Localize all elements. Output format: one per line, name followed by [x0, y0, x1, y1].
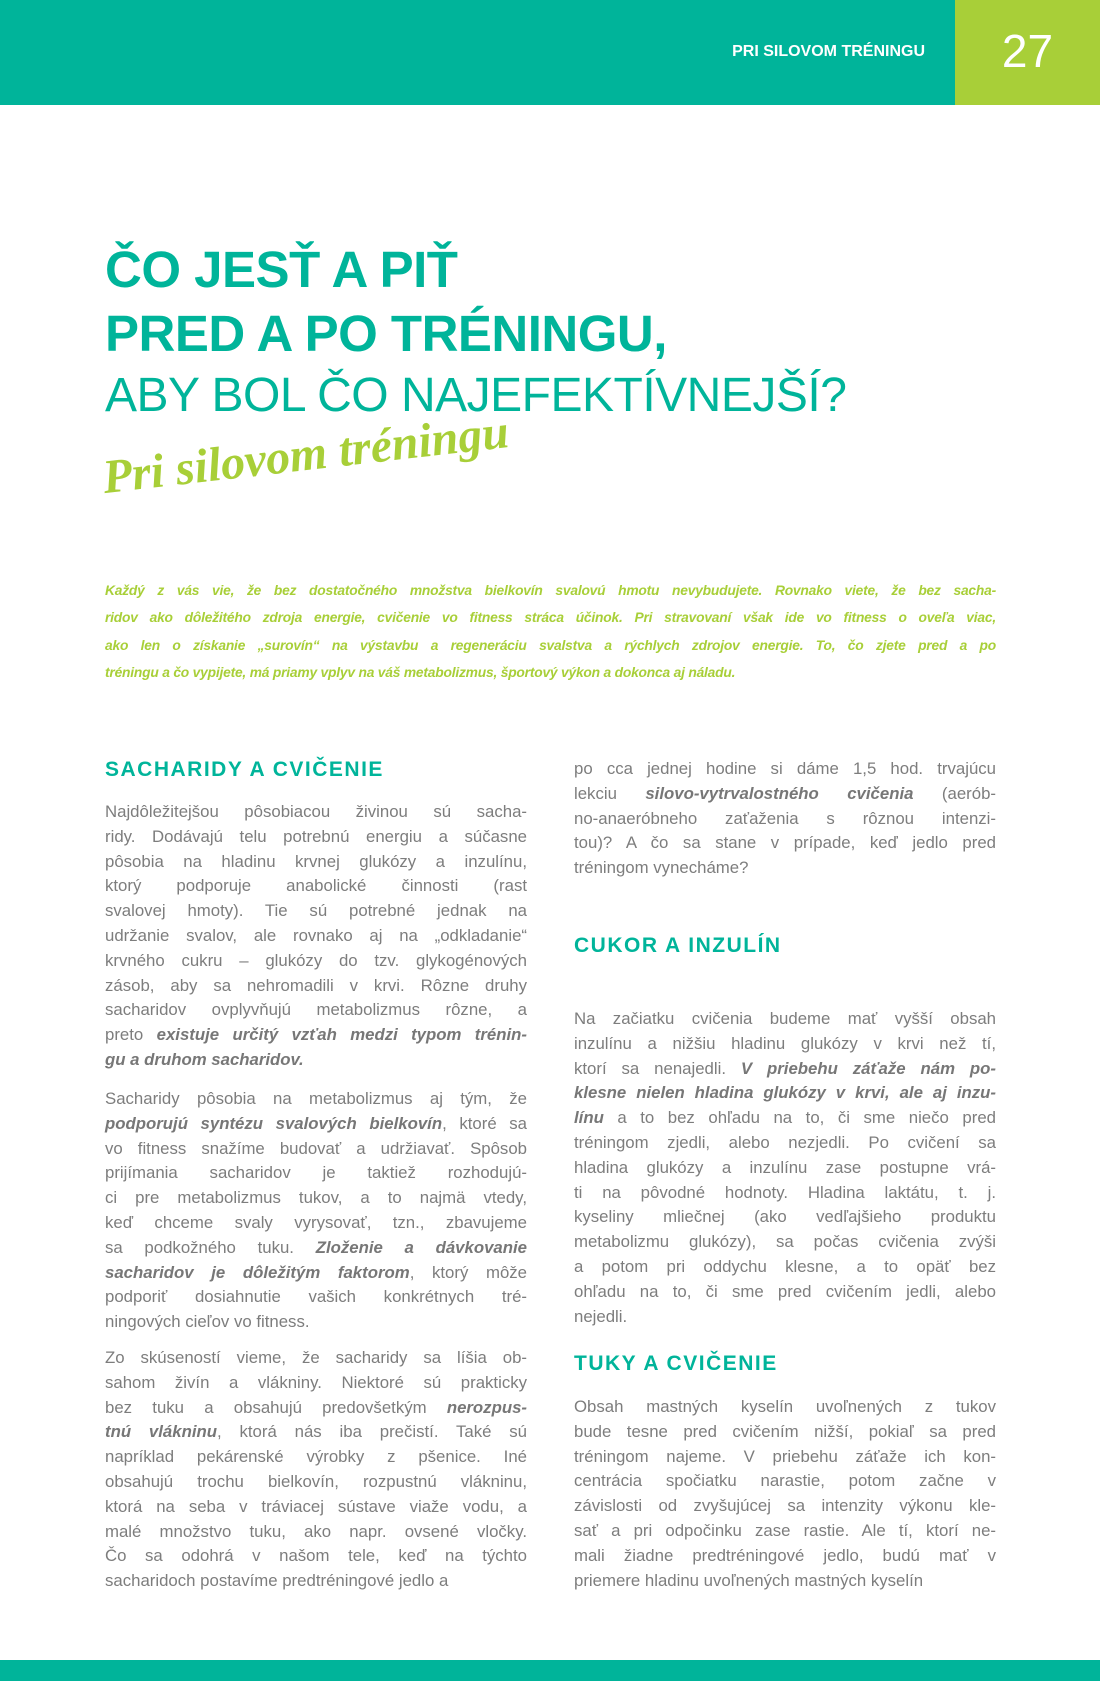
- emphasized-text: podporujú syntézu svalových bielkovín: [105, 1113, 443, 1133]
- text-line: hladina glukózy a inzulínu zase postupne vrá-: [574, 1157, 996, 1177]
- emphasized-text: línu: [574, 1108, 604, 1128]
- text-line: ako len o získanie „surovín“ na výstavbu a regeneráciu svalstva a rýchlych zdrojov energie. To, čo zjete pred a po: [105, 637, 996, 653]
- text-line: tréningom vynecháme?: [574, 858, 749, 878]
- text-line: Obsah mastných kyselín uvoľnených z tukov: [574, 1397, 996, 1416]
- text-line: ningových cieľov vo fitness.: [105, 1312, 310, 1332]
- text-line: keď chceme svaly vyrysovať, tzn., zbavujeme: [105, 1212, 527, 1232]
- text-line: svalovej hmoty). Tie sú potrebné jednak na: [105, 901, 527, 921]
- emphasized-text: Zloženie a dávkovanie: [315, 1237, 527, 1257]
- text-line: Každý z vás vie, že bez dostatočného množstva bielkovín svalovú hmotu nevybudujete. Rovnako viete, že bez sacha-: [105, 583, 996, 598]
- section-label: PRI SILOVOM TRÉNINGU: [732, 43, 925, 60]
- text-line: ci pre metabolizmus tukov, a to najmä vtedy,: [105, 1188, 527, 1208]
- text-line: závislosti od zvyšujúcej sa intenzity výkonu kle-: [574, 1496, 996, 1516]
- text-line: [574, 1081, 996, 1106]
- text-line: tou)? A čo sa stane v prípade, keď jedlo pred: [574, 833, 996, 853]
- paragraph-cukor-inzulin: [574, 1007, 996, 1329]
- text-line: sacharidov ovplyvňujú metabolizmus rôzne, a: [105, 1000, 527, 1020]
- text-line: inzulínu a nižšiu hladinu glukózy v krvi než tí,: [574, 1033, 996, 1053]
- text-line: Na začiatku cvičenia budeme mať vyšší obsah: [574, 1009, 996, 1028]
- emphasized-text: V priebehu záťaže nám po-: [740, 1058, 996, 1078]
- text-line: [574, 1106, 996, 1131]
- text-run: lekciu: [574, 783, 646, 803]
- text-run: (aerób-: [913, 783, 996, 803]
- emphasized-text: tnú vlákninu: [105, 1422, 217, 1442]
- emphasized-text: klesne nielen hladina glukózy v krvi, ale aj inzu-: [574, 1083, 996, 1103]
- text-line: Čo sa odohrá v našom tele, keď na týchto: [105, 1546, 527, 1566]
- emphasized-text: existuje určitý vzťah medzi typom trénin-: [156, 1025, 527, 1045]
- text-line: ridov ako dôležitého zdroja energie, cvičenie vo fitness stráca účinok. Pri stravovaní však ide vo fitness o oveľa viac,: [105, 610, 996, 626]
- paragraph-tuky: [574, 1395, 996, 1593]
- paragraph-sacharidy-3: [105, 1346, 527, 1594]
- text-run: , ktoré sa: [442, 1113, 527, 1133]
- text-line: mali žiadne predtréningové jedlo, budú mať v: [574, 1545, 996, 1565]
- text-line: sacharidoch postavíme predtréningové jedlo a: [105, 1571, 449, 1591]
- text-line: Sacharidy pôsobia na metabolizmus aj tým, že: [105, 1089, 527, 1108]
- paragraph-continued: [574, 757, 996, 881]
- text-line: [105, 1023, 527, 1048]
- text-line: pôsobia na hladinu krvnej glukózy a inzulínu,: [105, 851, 527, 871]
- text-line: a potom pri oddychu klesne, a to opäť bez: [574, 1256, 996, 1276]
- text-line: [105, 1236, 527, 1261]
- text-line: [574, 782, 996, 807]
- text-line: malé množstvo tuku, ako napr. ovsené vločky.: [105, 1521, 527, 1541]
- text-run: , ktorá nás iba prečistí. Také sú: [217, 1422, 528, 1442]
- page-number-block: [955, 0, 1100, 105]
- text-line: tréningu a čo vypijete, má priamy vplyv na váš metabolizmus, športový výkon a dokonca aj náladu.: [105, 665, 736, 681]
- text-line: bude tesne pred cvičením nižší, pokiaľ sa pred: [574, 1421, 996, 1441]
- heading-cukor-inzulin: CUKOR A INZULÍN: [574, 934, 782, 957]
- text-line: priemere hladinu uvoľnených mastných kyselín: [574, 1570, 924, 1590]
- paragraph-sacharidy-2: [105, 1087, 527, 1335]
- text-line: kyseliny mliečnej (ako vedľajšieho produktu: [574, 1207, 996, 1227]
- title-line-1: ČO JESŤ A PIŤ: [105, 241, 458, 298]
- text-line: ridy. Dodávajú telu potrebnú energiu a súčasne: [105, 826, 527, 846]
- title-line-2: PRED A PO TRÉNINGU,: [105, 305, 667, 362]
- text-line: krvného cukru – glukózy do tzv. glykogénových: [105, 950, 527, 970]
- title-line-3: ABY BOL ČO NAJEFEKTÍVNEJŠÍ?: [105, 369, 847, 422]
- intro-paragraph: [105, 577, 996, 687]
- text-run: a to bez ohľadu na to, či sme niečo pred: [603, 1108, 996, 1128]
- text-run: sa podkožného tuku.: [105, 1237, 316, 1257]
- text-line: udržanie svalov, ale rovnako aj na „odkladanie“: [105, 925, 527, 945]
- text-run: ktorí sa nenajedli.: [574, 1058, 741, 1078]
- text-run: bez tuku a obsahujú predovšetkým: [105, 1397, 447, 1417]
- text-line: podporiť dosiahnutie vašich konkrétnych tré-: [105, 1287, 527, 1307]
- text-line: centrácia spočiatku narastie, potom začne v: [574, 1471, 996, 1491]
- emphasized-text: silovo-vytrvalostného cvičenia: [645, 783, 914, 803]
- footer-bar: [0, 1660, 1100, 1681]
- emphasized-text: gu a druhom sacharidov.: [105, 1049, 304, 1069]
- text-line: [105, 1396, 527, 1421]
- text-line: ohľadu na to, či sme pred cvičením jedli, alebo: [574, 1281, 996, 1301]
- text-line: sahom živín a vlákniny. Niektoré sú prakticky: [105, 1372, 527, 1392]
- text-line: nejedli.: [574, 1306, 628, 1326]
- text-line: tréningom najeme. V priebehu záťaže ich kon-: [574, 1446, 996, 1466]
- text-line: ktorá na seba v tráviacej sústave viaže vodu, a: [105, 1496, 527, 1516]
- text-run: preto: [105, 1025, 157, 1045]
- emphasized-text: sacharidov je dôležitým faktorom: [105, 1262, 410, 1282]
- text-line: tréningom zjedli, alebo nezjedli. Po cvičení sa: [574, 1132, 996, 1152]
- text-line: prijímania sacharidov je taktiež rozhodujú-: [105, 1163, 527, 1183]
- text-line: no-anaeróbneho zaťaženia s rôznou intenzi-: [574, 808, 996, 828]
- text-line: sať a pri odpočinku zase rastie. Ale tí, ktorí ne-: [574, 1520, 996, 1540]
- page-number: 27: [1001, 25, 1054, 77]
- text-line: po cca jednej hodine si dáme 1,5 hod. trvajúcu: [574, 759, 996, 778]
- text-line: ti na pôvodné hodnoty. Hladina laktátu, t. j.: [574, 1182, 996, 1202]
- heading-tuky: TUKY A CVIČENIE: [574, 1352, 778, 1375]
- text-line: zásob, aby sa nehromadili v krvi. Rôzne druhy: [105, 975, 527, 995]
- text-line: metabolizmu glukózy), sa počas cvičenia zvýši: [574, 1232, 996, 1252]
- text-line: ktorý podporuje anabolické činnosti (rast: [105, 876, 527, 896]
- emphasized-text: nerozpus-: [446, 1397, 527, 1417]
- script-subtitle: Pri silovom tréningu: [99, 405, 512, 505]
- text-line: [105, 1048, 527, 1073]
- text-line: [105, 1261, 527, 1286]
- text-line: Zo skúseností vieme, že sacharidy sa líšia ob-: [105, 1348, 527, 1367]
- text-line: obsahujú trochu bielkovín, rozpustnú vlákninu,: [105, 1471, 527, 1491]
- text-line: napríklad pekárenské výrobky z pšenice. Iné: [105, 1447, 527, 1467]
- text-line: [574, 1057, 996, 1082]
- text-line: Najdôležitejšou pôsobiacou živinou sú sacha-: [105, 802, 527, 821]
- paragraph-sacharidy-1: [105, 800, 527, 1073]
- text-line: [105, 1112, 527, 1137]
- text-line: vo fitness snažíme budovať a udržiavať. Spôsob: [105, 1138, 527, 1158]
- heading-sacharidy: SACHARIDY A CVIČENIE: [105, 758, 384, 781]
- text-run: , ktorý môže: [409, 1262, 528, 1282]
- header-bar: [0, 0, 955, 105]
- text-line: [105, 1420, 527, 1445]
